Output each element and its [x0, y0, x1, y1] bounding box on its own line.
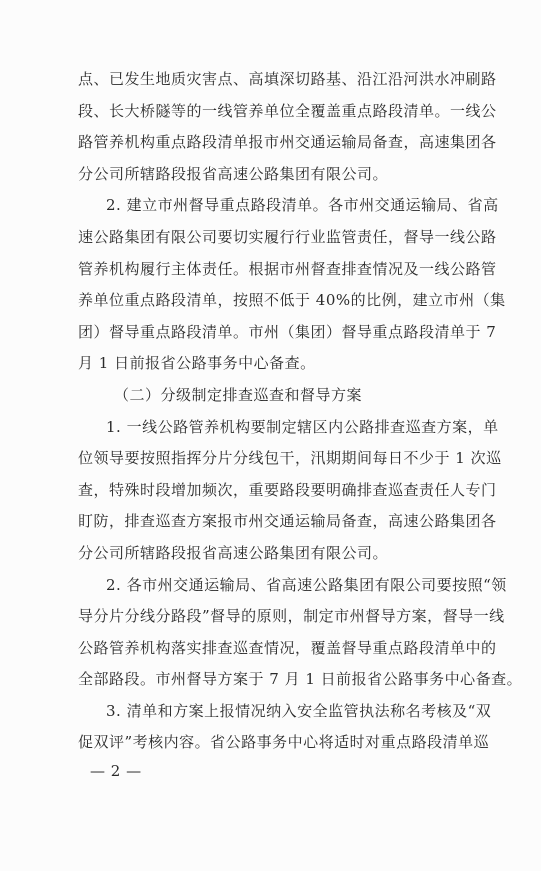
paragraph-line: 团）督导重点路段清单。市州（集团）督导重点路段清单于 7	[78, 322, 497, 341]
paragraph-line: 段、长大桥隧等的一线管养单位全覆盖重点路段清单。一线公	[78, 101, 497, 120]
paragraph-line: 管养机构履行主体责任。根据市州督查排查情况及一线公路管	[78, 259, 497, 278]
paragraph-line: 2. 各市州交通运输局、省高速公路集团有限公司要按照“领	[106, 575, 507, 594]
paragraph-line: 月 1 日前报省公路事务中心备查。	[78, 354, 316, 373]
paragraph-line: 3. 清单和方案上报情况纳入安全监管执法称名考核及“双	[106, 701, 492, 720]
paragraph-line: 养单位重点路段清单，按照不低于 40%的比例，建立市州（集	[78, 291, 506, 310]
paragraph-line: 分公司所辖路段报省高速公路集团有限公司。	[78, 164, 389, 183]
paragraph-line: 2. 建立市州督导重点路段清单。各市州交通运输局、省高	[106, 196, 499, 215]
page-number: — 2 —	[90, 762, 142, 780]
paragraph-line: 分公司所辖路段报省高速公路集团有限公司。	[78, 543, 389, 562]
paragraph-line: 导分片分线分路段”督导的原则，制定市州督导方案，督导一线	[78, 607, 505, 626]
paragraph-line: 全部路段。市州督导方案于 7 月 1 日前报省公路事务中心备查。	[78, 670, 523, 689]
paragraph-line: 盯防，排查巡查方案报市州交通运输局备查，高速公路集团各	[78, 512, 497, 531]
paragraph-line: 促双评”考核内容。省公路事务中心将适时对重点路段清单巡	[78, 733, 490, 752]
paragraph-line: 点、已发生地质灾害点、高填深切路基、沿江沿河洪水冲刷路	[78, 70, 497, 88]
paragraph-line: 1. 一线公路管养机构要制定辖区内公路排查巡查方案，单	[106, 417, 499, 436]
section-heading: （二）分级制定排查巡查和督导方案	[114, 385, 363, 404]
paragraph-line: 路管养机构重点路段清单报市州交通运输局备查，高速集团各	[78, 133, 497, 152]
document-body	[78, 64, 523, 759]
paragraph-line: 公路管养机构落实排查巡查情况，覆盖督导重点路段清单中的	[78, 638, 497, 657]
paragraph-line: 查，特殊时段增加频次，重要路段要明确排查巡查责任人专门	[78, 480, 497, 499]
paragraph-line: 速公路集团有限公司要切实履行行业监管责任，督导一线公路	[78, 227, 497, 246]
paragraph-line: 位领导要按照指挥分片分线包干，汛期期间每日不少于 1 次巡	[78, 449, 502, 468]
